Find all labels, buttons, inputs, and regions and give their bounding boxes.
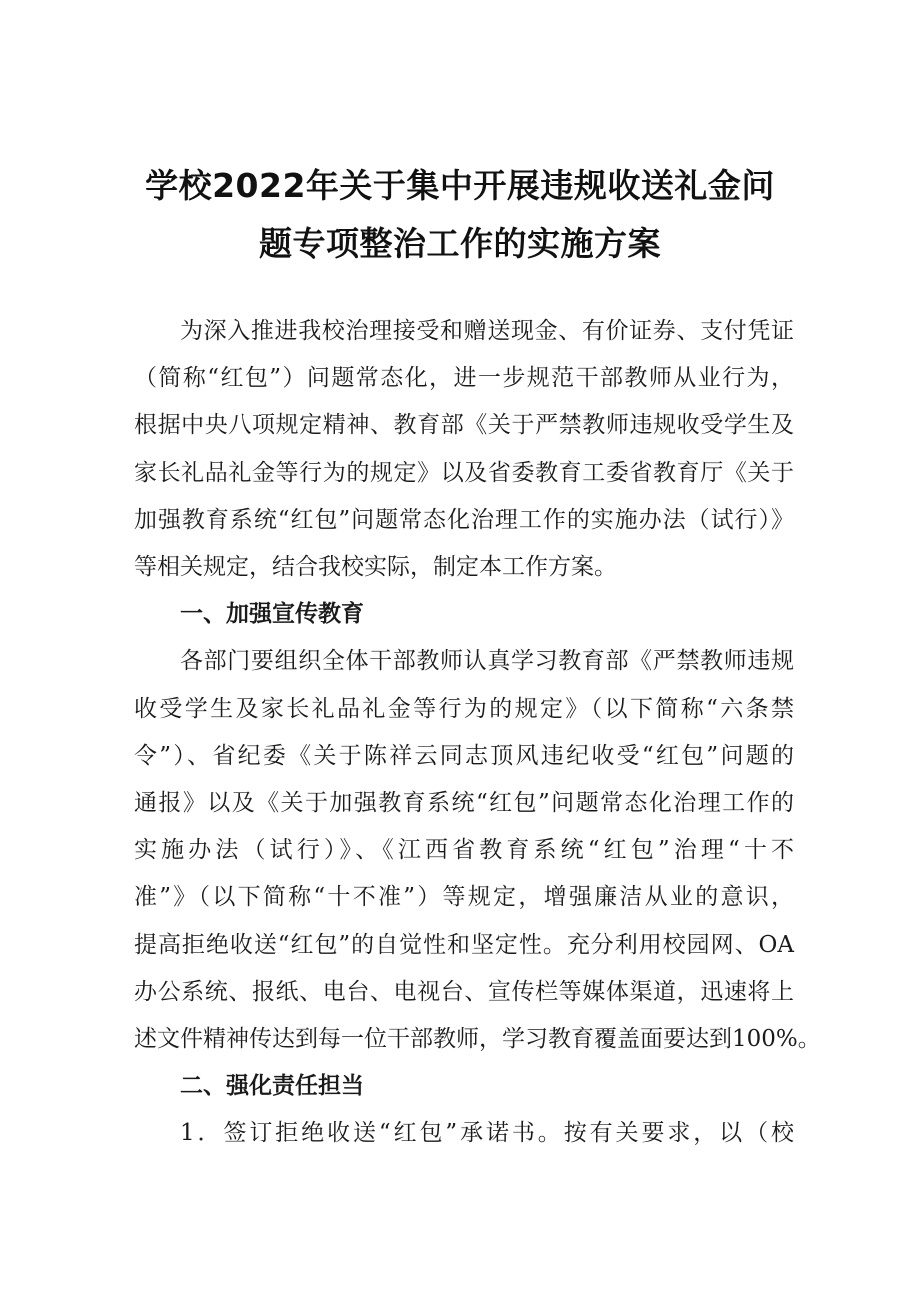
section-heading-2: 二、强化责任担当 <box>180 1073 364 1100</box>
document-title <box>120 157 800 273</box>
section1-line-2: 收受学生及家长礼品礼金等行为的规定》（以下简称“六条禁 <box>134 695 794 722</box>
section1-line-4: 通报》以及《关于加强教育系统“红包”问题常态化治理工作的 <box>134 790 794 817</box>
intro-line-2: （简称“红包”）问题常态化，进一步规范干部教师从业行为， <box>134 365 794 392</box>
section1-line-3: 令”）、省纪委《关于陈祥云同志顶风违纪收受“红包”问题的 <box>134 742 794 769</box>
title-line-1: 学校2022年关于集中开展违规收送礼金问 <box>145 166 775 205</box>
section2-paragraph <box>134 1110 794 1157</box>
section1-paragraph <box>134 638 821 1063</box>
section1-line-9: 述文件精神传达到每一位干部教师，学习教育覆盖面要达到100%。 <box>134 1026 821 1053</box>
intro-line-5: 加强教育系统“红包”问题常态化治理工作的实施办法（试行）》 <box>134 506 794 533</box>
document-body <box>134 308 821 1158</box>
intro-paragraph <box>134 308 794 591</box>
section1-line-5: 实施办法（试行）》、《江西省教育系统“红包”治理“十不 <box>134 837 794 864</box>
intro-line-4: 家长礼品礼金等行为的规定》以及省委教育工委省教育厅《关于 <box>134 459 794 486</box>
intro-line-1: 为深入推进我校治理接受和赠送现金、有价证券、支付凭证 <box>180 318 794 344</box>
intro-line-6: 等相关规定，结合我校实际，制定本工作方案。 <box>134 554 617 581</box>
section1-line-8: 办公系统、报纸、电台、电视台、宣传栏等媒体渠道，迅速将上 <box>134 978 794 1005</box>
section1-line-1: 各部门要组织全体干部教师认真学习教育部《严禁教师违规 <box>180 648 794 675</box>
section2-line-1: 1．签订拒绝收送“红包”承诺书。按有关要求，以（校 <box>180 1120 794 1147</box>
section1-line-7: 提高拒绝收送“红包”的自觉性和坚定性。充分利用校园网、OA <box>134 931 794 958</box>
intro-line-3: 根据中央八项规定精神、教育部《关于严禁教师违规收受学生及 <box>134 412 794 439</box>
section-heading-1: 一、加强宣传教育 <box>180 601 364 628</box>
title-line-2: 题专项整治工作的实施方案 <box>259 224 661 263</box>
section1-line-6: 准”》（以下简称“十不准”）等规定，增强廉洁从业的意识， <box>134 884 794 911</box>
